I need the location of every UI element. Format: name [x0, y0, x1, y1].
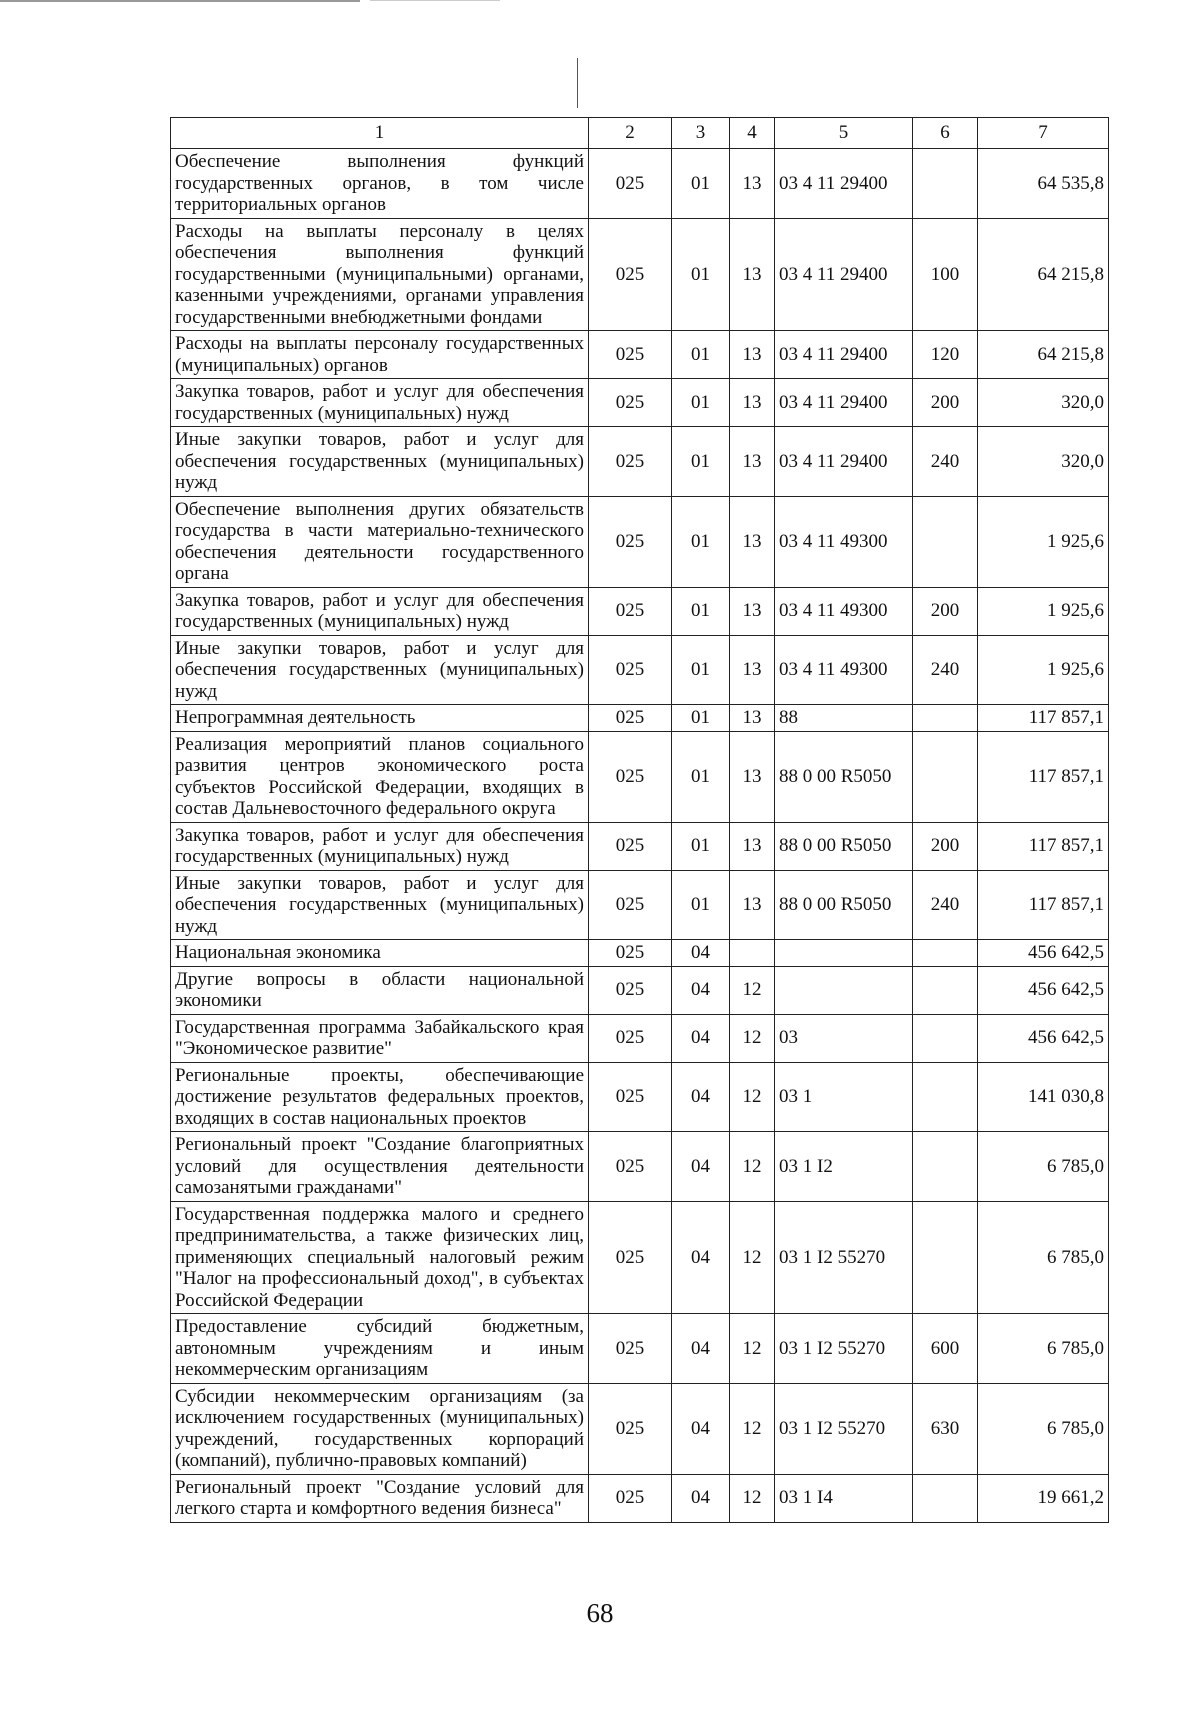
table-row [171, 1132, 1109, 1202]
expense-type-cell [913, 1014, 978, 1062]
table-row [171, 1014, 1109, 1062]
section-cell: 01 [672, 822, 730, 870]
row-name-cell: Другие вопросы в области национальной экономики [171, 966, 589, 1014]
admin-code-cell: 025 [589, 331, 672, 379]
subsection-cell: 13 [730, 705, 775, 732]
admin-code-cell: 025 [589, 822, 672, 870]
expense-type-cell [913, 1062, 978, 1132]
admin-code-cell: 025 [589, 966, 672, 1014]
section-cell: 01 [672, 379, 730, 427]
row-name-cell: Иные закупки товаров, работ и услуг для обеспечения государственных (муниципальных) нужд [171, 870, 589, 940]
admin-code-cell: 025 [589, 870, 672, 940]
header-cell-4: 4 [730, 118, 775, 149]
amount-cell: 6 785,0 [978, 1314, 1109, 1384]
expense-type-cell: 240 [913, 635, 978, 705]
subsection-cell: 12 [730, 1014, 775, 1062]
section-cell: 04 [672, 1383, 730, 1474]
target-article-cell: 03 4 11 49300 [775, 496, 913, 587]
amount-cell: 141 030,8 [978, 1062, 1109, 1132]
amount-cell: 117 857,1 [978, 870, 1109, 940]
expense-type-cell: 200 [913, 379, 978, 427]
scan-edge-line-2 [370, 0, 500, 1]
section-cell: 01 [672, 870, 730, 940]
row-name-cell: Закупка товаров, работ и услуг для обеспечения государственных (муниципальных) нужд [171, 822, 589, 870]
subsection-cell: 13 [730, 496, 775, 587]
table-row [171, 822, 1109, 870]
subsection-cell: 12 [730, 1383, 775, 1474]
subsection-cell: 13 [730, 379, 775, 427]
header-cell-7: 7 [978, 118, 1109, 149]
target-article-cell: 03 1 [775, 1062, 913, 1132]
row-name-cell: Обеспечение выполнения функций государственных органов, в том числе территориальных органов [171, 149, 589, 219]
admin-code-cell: 025 [589, 218, 672, 331]
expense-type-cell: 240 [913, 870, 978, 940]
amount-cell: 6 785,0 [978, 1383, 1109, 1474]
subsection-cell [730, 940, 775, 967]
target-article-cell [775, 966, 913, 1014]
amount-cell: 1 925,6 [978, 587, 1109, 635]
amount-cell: 320,0 [978, 379, 1109, 427]
target-article-cell: 03 4 11 29400 [775, 218, 913, 331]
table-row [171, 705, 1109, 732]
table-row [171, 427, 1109, 497]
subsection-cell: 12 [730, 966, 775, 1014]
page-number: 68 [586, 1598, 614, 1628]
table-row [171, 218, 1109, 331]
subsection-cell: 13 [730, 218, 775, 331]
admin-code-cell: 025 [589, 1014, 672, 1062]
header-cell-5: 5 [775, 118, 913, 149]
section-cell: 04 [672, 1062, 730, 1132]
admin-code-cell: 025 [589, 1201, 672, 1314]
subsection-cell: 13 [730, 822, 775, 870]
row-name-cell: Субсидии некоммерческим организациям (за исключением государственных (муниципальных) учреждений, государственных корпораций (компаний), публично-правовых компаний) [171, 1383, 589, 1474]
expense-type-cell: 600 [913, 1314, 978, 1384]
table-row [171, 1201, 1109, 1314]
section-cell: 01 [672, 731, 730, 822]
row-name-cell: Иные закупки товаров, работ и услуг для обеспечения государственных (муниципальных) нужд [171, 427, 589, 497]
expense-type-cell [913, 1201, 978, 1314]
table-row [171, 149, 1109, 219]
table-row [171, 1383, 1109, 1474]
target-article-cell: 88 [775, 705, 913, 732]
expense-type-cell: 630 [913, 1383, 978, 1474]
subsection-cell: 12 [730, 1062, 775, 1132]
expense-type-cell [913, 731, 978, 822]
expense-type-cell [913, 966, 978, 1014]
target-article-cell [775, 940, 913, 967]
target-article-cell: 03 4 11 29400 [775, 331, 913, 379]
row-name-cell: Национальная экономика [171, 940, 589, 967]
section-cell: 04 [672, 940, 730, 967]
expense-type-cell: 240 [913, 427, 978, 497]
row-name-cell: Закупка товаров, работ и услуг для обеспечения государственных (муниципальных) нужд [171, 587, 589, 635]
scan-edge-line [0, 0, 360, 2]
amount-cell: 456 642,5 [978, 966, 1109, 1014]
amount-cell: 1 925,6 [978, 496, 1109, 587]
target-article-cell: 03 4 11 29400 [775, 427, 913, 497]
table-row [171, 587, 1109, 635]
section-cell: 01 [672, 149, 730, 219]
target-article-cell: 03 4 11 49300 [775, 587, 913, 635]
expense-type-cell: 200 [913, 822, 978, 870]
admin-code-cell: 025 [589, 1132, 672, 1202]
row-name-cell: Расходы на выплаты персоналу государственных (муниципальных) органов [171, 331, 589, 379]
admin-code-cell: 025 [589, 427, 672, 497]
header-row [171, 118, 1109, 149]
expense-type-cell: 120 [913, 331, 978, 379]
target-article-cell: 88 0 00 R5050 [775, 822, 913, 870]
admin-code-cell: 025 [589, 1383, 672, 1474]
subsection-cell: 13 [730, 587, 775, 635]
amount-cell: 320,0 [978, 427, 1109, 497]
section-cell: 01 [672, 218, 730, 331]
amount-cell: 1 925,6 [978, 635, 1109, 705]
header-cell-2: 2 [589, 118, 672, 149]
subsection-cell: 13 [730, 331, 775, 379]
admin-code-cell: 025 [589, 496, 672, 587]
amount-cell: 456 642,5 [978, 940, 1109, 967]
admin-code-cell: 025 [589, 1062, 672, 1132]
subsection-cell: 13 [730, 635, 775, 705]
header-cell-3: 3 [672, 118, 730, 149]
expense-type-cell [913, 705, 978, 732]
amount-cell: 19 661,2 [978, 1474, 1109, 1522]
target-article-cell: 03 1 I2 55270 [775, 1383, 913, 1474]
expense-type-cell [913, 1132, 978, 1202]
expense-type-cell [913, 496, 978, 587]
expense-type-cell: 200 [913, 587, 978, 635]
subsection-cell: 13 [730, 149, 775, 219]
expense-type-cell [913, 149, 978, 219]
subsection-cell: 13 [730, 731, 775, 822]
amount-cell: 6 785,0 [978, 1132, 1109, 1202]
target-article-cell: 03 1 I2 [775, 1132, 913, 1202]
amount-cell: 456 642,5 [978, 1014, 1109, 1062]
admin-code-cell: 025 [589, 149, 672, 219]
admin-code-cell: 025 [589, 731, 672, 822]
target-article-cell: 88 0 00 R5050 [775, 870, 913, 940]
target-article-cell: 03 1 I2 55270 [775, 1201, 913, 1314]
subsection-cell: 12 [730, 1132, 775, 1202]
subsection-cell: 13 [730, 870, 775, 940]
target-article-cell: 03 4 11 49300 [775, 635, 913, 705]
admin-code-cell: 025 [589, 1474, 672, 1522]
expense-type-cell [913, 1474, 978, 1522]
admin-code-cell: 025 [589, 940, 672, 967]
amount-cell: 6 785,0 [978, 1201, 1109, 1314]
row-name-cell: Государственная поддержка малого и среднего предпринимательства, а также физических лиц, применяющих специальный налоговый режим "Налог на профессиональный доход", в субъектах Российской Федерации [171, 1201, 589, 1314]
row-name-cell: Закупка товаров, работ и услуг для обеспечения государственных (муниципальных) нужд [171, 379, 589, 427]
table-row [171, 379, 1109, 427]
section-cell: 04 [672, 1201, 730, 1314]
section-cell: 01 [672, 587, 730, 635]
table-row [171, 331, 1109, 379]
amount-cell: 64 535,8 [978, 149, 1109, 219]
budget-table-body [171, 118, 1109, 1523]
table-row [171, 1474, 1109, 1522]
amount-cell: 117 857,1 [978, 731, 1109, 822]
table-row [171, 496, 1109, 587]
section-cell: 04 [672, 1474, 730, 1522]
amount-cell: 117 857,1 [978, 822, 1109, 870]
section-cell: 01 [672, 705, 730, 732]
header-cell-6: 6 [913, 118, 978, 149]
admin-code-cell: 025 [589, 1314, 672, 1384]
row-name-cell: Региональный проект "Создание условий для легкого старта и комфортного ведения бизнеса" [171, 1474, 589, 1522]
target-article-cell: 03 1 I2 55270 [775, 1314, 913, 1384]
row-name-cell: Реализация мероприятий планов социального развития центров экономического роста субъектов Российской Федерации, входящих в состав Дальневосточного федерального округа [171, 731, 589, 822]
budget-table [170, 117, 1109, 1523]
subsection-cell: 12 [730, 1474, 775, 1522]
admin-code-cell: 025 [589, 379, 672, 427]
scan-mark [577, 58, 578, 108]
section-cell: 04 [672, 1014, 730, 1062]
amount-cell: 64 215,8 [978, 218, 1109, 331]
section-cell: 04 [672, 966, 730, 1014]
row-name-cell: Иные закупки товаров, работ и услуг для обеспечения государственных (муниципальных) нужд [171, 635, 589, 705]
row-name-cell: Региональные проекты, обеспечивающие достижение результатов федеральных проектов, входящих в состав национальных проектов [171, 1062, 589, 1132]
target-article-cell: 03 1 I4 [775, 1474, 913, 1522]
row-name-cell: Расходы на выплаты персоналу в целях обеспечения выполнения функций государственными (муниципальными) органами, казенными учреждениями, органами управления государственными внебюджетными фондами [171, 218, 589, 331]
admin-code-cell: 025 [589, 635, 672, 705]
row-name-cell: Обеспечение выполнения других обязательств государства в части материально-технического обеспечения деятельности государственного органа [171, 496, 589, 587]
row-name-cell: Предоставление субсидий бюджетным, автономным учреждениям и иным некоммерческим организациям [171, 1314, 589, 1384]
section-cell: 04 [672, 1314, 730, 1384]
expense-type-cell: 100 [913, 218, 978, 331]
table-row [171, 1314, 1109, 1384]
expense-type-cell [913, 940, 978, 967]
table-row [171, 1062, 1109, 1132]
target-article-cell: 88 0 00 R5050 [775, 731, 913, 822]
target-article-cell: 03 [775, 1014, 913, 1062]
header-cell-1: 1 [171, 118, 589, 149]
amount-cell: 64 215,8 [978, 331, 1109, 379]
admin-code-cell: 025 [589, 705, 672, 732]
row-name-cell: Государственная программа Забайкальского края "Экономическое развитие" [171, 1014, 589, 1062]
table-row [171, 940, 1109, 967]
table-row [171, 966, 1109, 1014]
section-cell: 01 [672, 427, 730, 497]
target-article-cell: 03 4 11 29400 [775, 379, 913, 427]
subsection-cell: 12 [730, 1201, 775, 1314]
amount-cell: 117 857,1 [978, 705, 1109, 732]
section-cell: 01 [672, 331, 730, 379]
section-cell: 01 [672, 496, 730, 587]
table-row [171, 635, 1109, 705]
row-name-cell: Региональный проект "Создание благоприятных условий для осуществления деятельности самозанятыми гражданами" [171, 1132, 589, 1202]
row-name-cell: Непрограммная деятельность [171, 705, 589, 732]
section-cell: 04 [672, 1132, 730, 1202]
subsection-cell: 13 [730, 427, 775, 497]
table-row [171, 731, 1109, 822]
section-cell: 01 [672, 635, 730, 705]
subsection-cell: 12 [730, 1314, 775, 1384]
target-article-cell: 03 4 11 29400 [775, 149, 913, 219]
table-row [171, 870, 1109, 940]
admin-code-cell: 025 [589, 587, 672, 635]
